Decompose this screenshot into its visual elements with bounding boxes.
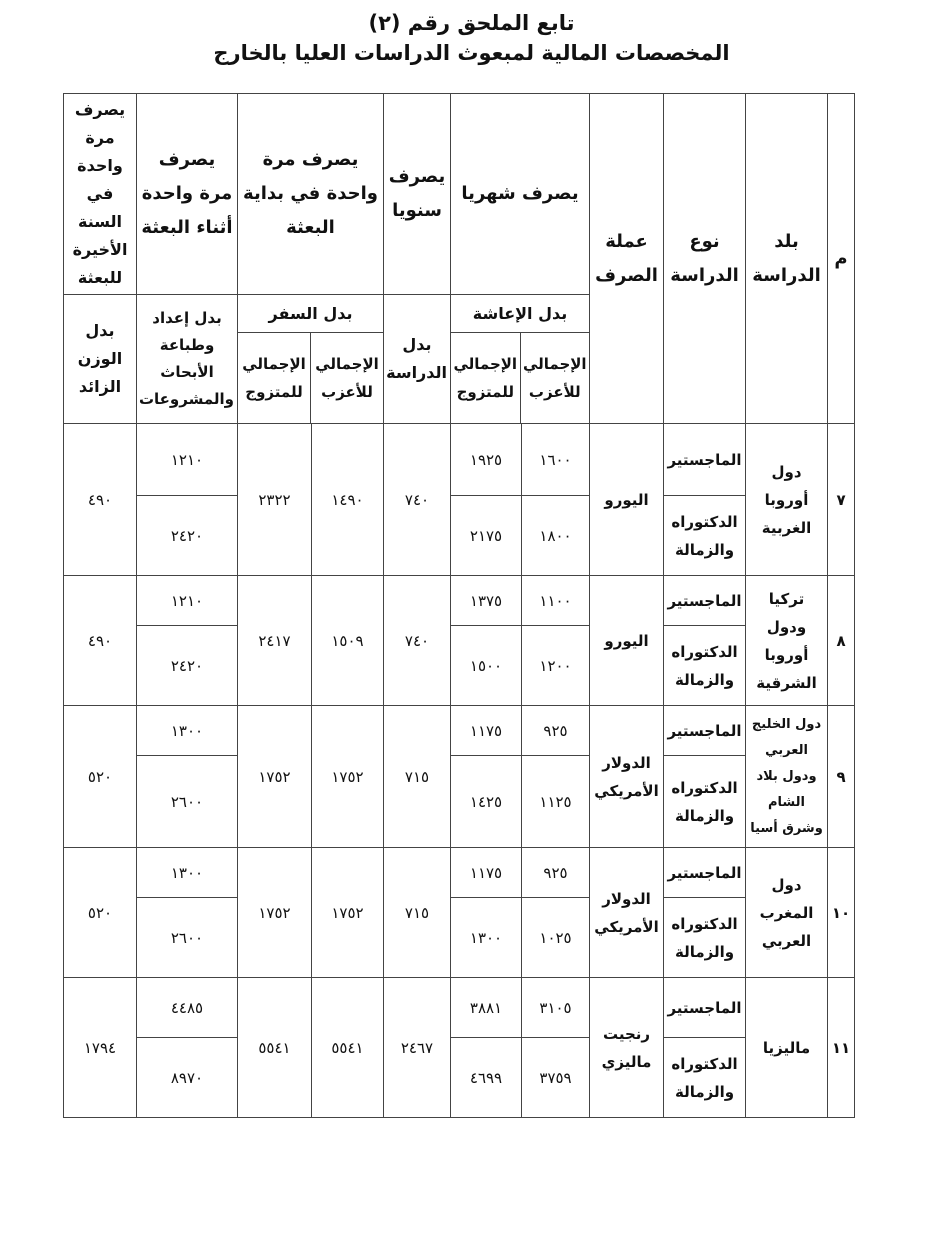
research-allowance-cell: ١٣٠٠ <box>137 848 238 898</box>
study-allowance-cell: ٧٤٠ <box>384 576 451 706</box>
travel-married-cell: ١٧٥٢ <box>238 848 312 978</box>
living-married-cell: ١٥٠٠ <box>451 626 522 706</box>
research-allowance-cell: ١٢١٠ <box>137 424 238 496</box>
study-type-cell: الدكتوراه والزمالة <box>664 1038 746 1118</box>
excess-weight-cell: ٥٢٠ <box>64 848 137 978</box>
header-travel: بدل السفر <box>238 296 383 333</box>
header-travel-single: الإجمالي للأعزب <box>310 333 383 423</box>
living-single-cell: ٩٢٥ <box>522 848 590 898</box>
study-allowance-cell: ٢٤٦٧ <box>384 978 451 1118</box>
header-study-type: نوع الدراسة <box>664 94 746 424</box>
study-type-cell: الدكتوراه والزمالة <box>664 496 746 576</box>
living-single-cell: ١٦٠٠ <box>522 424 590 496</box>
travel-married-cell: ٢٤١٧ <box>238 576 312 706</box>
study-type-cell: الماجستير <box>664 576 746 626</box>
header-once-during: يصرف مرة واحدة أثناء البعثة <box>137 94 238 295</box>
header-idx: م <box>828 94 855 424</box>
research-allowance-cell: ١٢١٠ <box>137 576 238 626</box>
living-married-cell: ٢١٧٥ <box>451 496 522 576</box>
header-living: بدل الإعاشة <box>451 296 589 333</box>
travel-single-cell: ١٧٥٢ <box>312 706 384 848</box>
header-living-married: الإجمالي للمتزوج <box>453 354 518 401</box>
row-index: ٩ <box>828 706 855 848</box>
header-country: بلد الدراسة <box>746 94 828 424</box>
currency-cell: رنجيت ماليزي <box>590 978 664 1118</box>
header-yearly: يصرف سنويا <box>384 94 451 295</box>
living-married-cell: ١٣٠٠ <box>451 898 522 978</box>
living-single-cell: ١١٠٠ <box>522 576 590 626</box>
country-cell: دول الخليج العربي ودول بلاد الشام وشرق أسيا <box>746 706 828 848</box>
currency-cell: اليورو <box>590 576 664 706</box>
research-allowance-cell: ٢٤٢٠ <box>137 496 238 576</box>
header-monthly: يصرف شهريا <box>451 94 590 295</box>
living-single-cell: ٣٧٥٩ <box>522 1038 590 1118</box>
header-excess-weight: بدل الوزن الزائد <box>64 295 137 424</box>
currency-cell: اليورو <box>590 424 664 576</box>
row-index: ١٠ <box>828 848 855 978</box>
row-index: ٧ <box>828 424 855 576</box>
living-single-cell: ١١٢٥ <box>522 756 590 848</box>
header-research: بدل إعداد وطباعة الأبحاث والمشروعات <box>137 295 238 424</box>
excess-weight-cell: ١٧٩٤ <box>64 978 137 1118</box>
research-allowance-cell: ١٣٠٠ <box>137 706 238 756</box>
study-type-cell: الماجستير <box>664 706 746 756</box>
living-married-cell: ١٩٢٥ <box>451 424 522 496</box>
travel-single-cell: ١٥٠٩ <box>312 576 384 706</box>
living-single-cell: ٣١٠٥ <box>522 978 590 1038</box>
header-study-allowance: بدل الدراسة <box>384 295 451 424</box>
study-type-cell: الماجستير <box>664 848 746 898</box>
travel-single-cell: ١٧٥٢ <box>312 848 384 978</box>
table-row <box>64 576 855 626</box>
excess-weight-cell: ٤٩٠ <box>64 424 137 576</box>
research-allowance-cell: ٢٤٢٠ <box>137 626 238 706</box>
study-type-cell: الماجستير <box>664 424 746 496</box>
country-cell: دول المغرب العربي <box>746 848 828 978</box>
study-type-cell: الماجستير <box>664 978 746 1038</box>
research-allowance-cell: ٤٤٨٥ <box>137 978 238 1038</box>
study-allowance-cell: ٧١٥ <box>384 848 451 978</box>
travel-single-cell: ١٤٩٠ <box>312 424 384 576</box>
research-allowance-cell: ٢٦٠٠ <box>137 756 238 848</box>
living-married-cell: ١٣٧٥ <box>451 576 522 626</box>
study-type-cell: الدكتوراه والزمالة <box>664 756 746 848</box>
living-single-cell: ١٠٢٥ <box>522 898 590 978</box>
country-cell: تركيا ودول أوروبا الشرقية <box>746 576 828 706</box>
page-title: تابع الملحق رقم (٢) <box>368 11 575 35</box>
header-travel-group <box>238 295 384 424</box>
living-single-cell: ١٢٠٠ <box>522 626 590 706</box>
table-row <box>64 756 855 848</box>
travel-married-cell: ٢٣٢٢ <box>238 424 312 576</box>
header-once-last: يصرف مرة واحدة في السنة الأخيرة للبعثة <box>64 94 137 295</box>
excess-weight-cell: ٥٢٠ <box>64 706 137 848</box>
living-married-cell: ١١٧٥ <box>451 848 522 898</box>
travel-single-cell: ٥٥٤١ <box>312 978 384 1118</box>
allowances-table <box>63 93 855 1118</box>
living-married-cell: ٤٦٩٩ <box>451 1038 522 1118</box>
study-type-cell: الدكتوراه والزمالة <box>664 898 746 978</box>
header-living-single: الإجمالي للأعزب <box>520 333 590 423</box>
header-currency: عملة الصرف <box>590 94 664 424</box>
living-single-cell: ٩٢٥ <box>522 706 590 756</box>
study-type-cell: الدكتوراه والزمالة <box>664 626 746 706</box>
living-single-cell: ١٨٠٠ <box>522 496 590 576</box>
study-allowance-cell: ٧٤٠ <box>384 424 451 576</box>
table-row <box>64 898 855 978</box>
page-subtitle: المخصصات المالية لمبعوث الدراسات العليا بالخارج <box>213 41 730 65</box>
living-married-cell: ٣٨٨١ <box>451 978 522 1038</box>
row-index: ٨ <box>828 576 855 706</box>
table-row <box>64 848 855 898</box>
research-allowance-cell: ٢٦٠٠ <box>137 898 238 978</box>
table-row <box>64 1038 855 1118</box>
row-index: ١١ <box>828 978 855 1118</box>
currency-cell: الدولار الأمريكي <box>590 706 664 848</box>
travel-married-cell: ١٧٥٢ <box>238 706 312 848</box>
research-allowance-cell: ٨٩٧٠ <box>137 1038 238 1118</box>
header-living-group <box>451 295 590 424</box>
header-once-start: يصرف مرة واحدة في بداية البعثة <box>238 94 384 295</box>
table-row <box>64 706 855 756</box>
header-travel-married: الإجمالي للمتزوج <box>242 354 306 401</box>
study-allowance-cell: ٧١٥ <box>384 706 451 848</box>
table-row <box>64 496 855 576</box>
table-row <box>64 424 855 496</box>
living-married-cell: ١٤٢٥ <box>451 756 522 848</box>
page-title-block <box>0 8 943 68</box>
country-cell: دول أوروبا الغربية <box>746 424 828 576</box>
travel-married-cell: ٥٥٤١ <box>238 978 312 1118</box>
currency-cell: الدولار الأمريكي <box>590 848 664 978</box>
excess-weight-cell: ٤٩٠ <box>64 576 137 706</box>
living-married-cell: ١١٧٥ <box>451 706 522 756</box>
table-row <box>64 978 855 1038</box>
table-row <box>64 626 855 706</box>
country-cell: ماليزيا <box>746 978 828 1118</box>
